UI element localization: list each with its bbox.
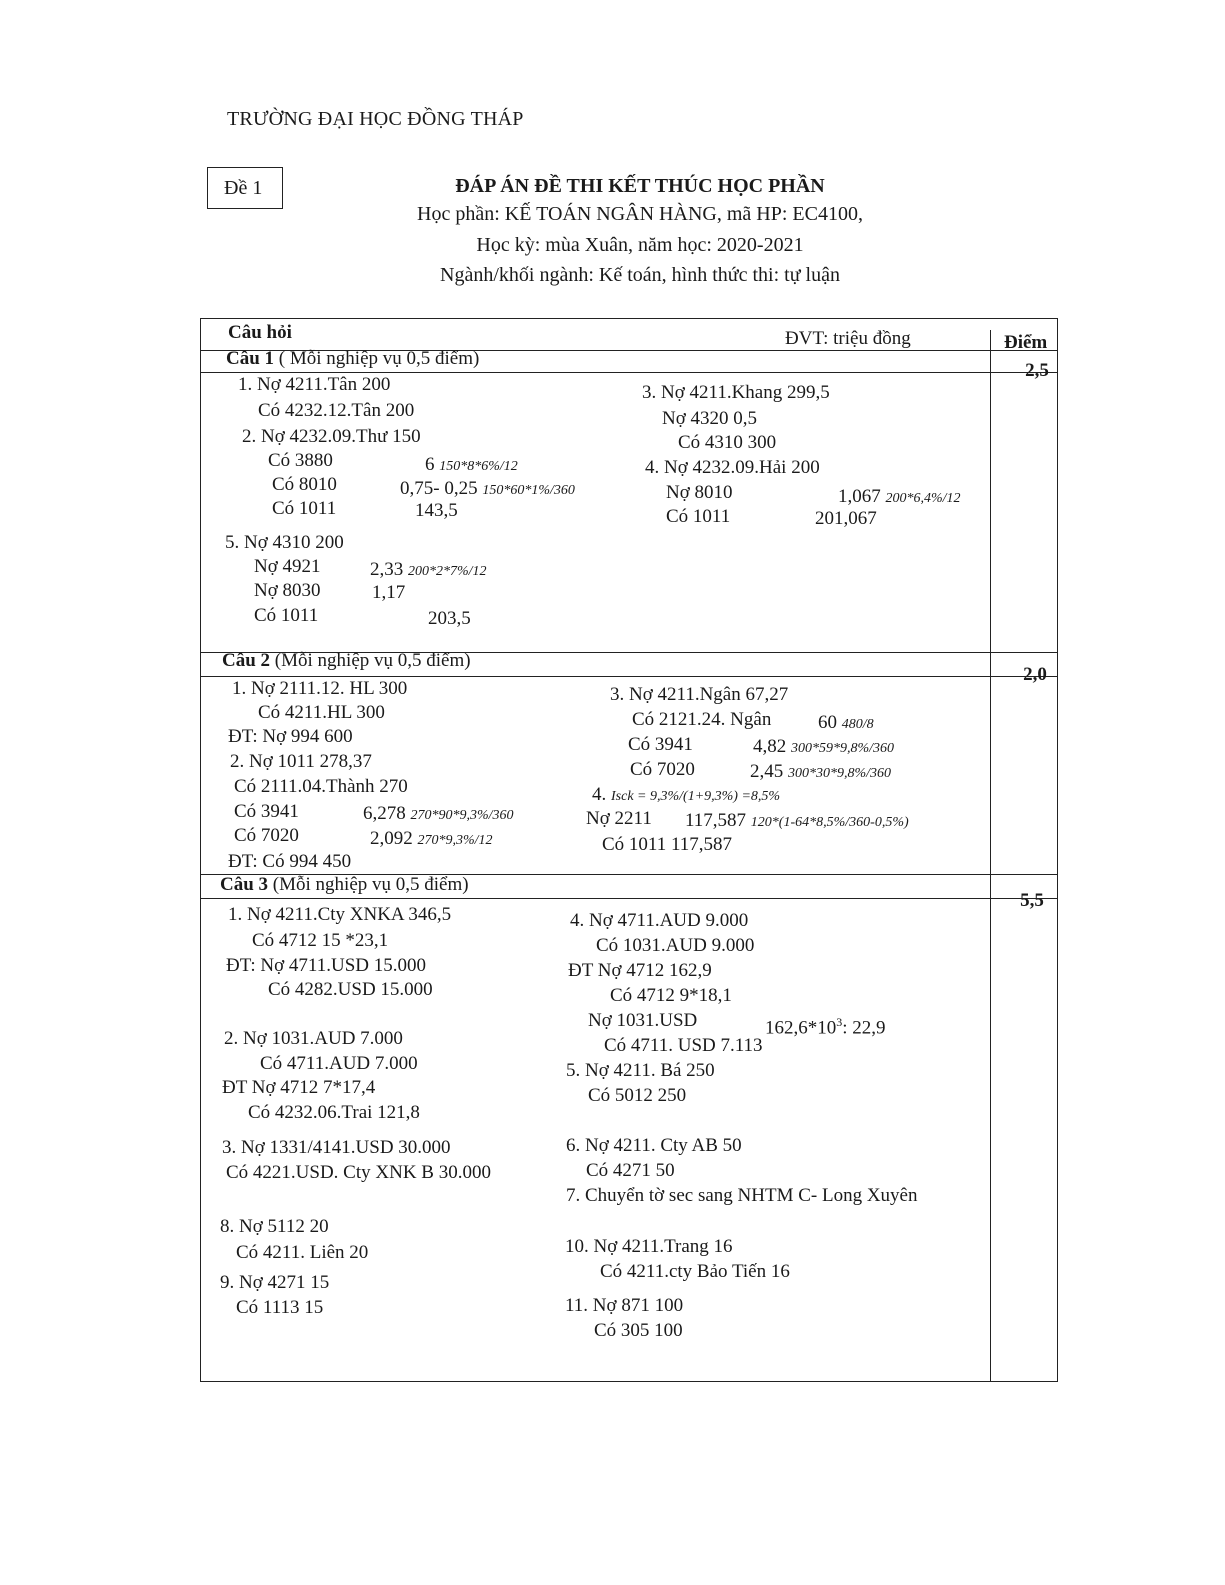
q2-item-number: 4. <box>592 784 607 805</box>
q1-amount: 2,33 <box>370 559 404 580</box>
q1-line: 3. Nợ 4211.Khang 299,5 <box>642 382 830 403</box>
q2-note: (Mỗi nghiệp vụ 0,5 điểm) <box>270 650 471 671</box>
q1-line: Có 1011 <box>254 605 319 626</box>
q2-line <box>370 826 493 853</box>
q3-line: ĐT: Nợ 4711.USD 15.000 <box>226 955 426 976</box>
q2-amount: 2,092 <box>370 828 413 849</box>
q1-heading <box>226 348 479 370</box>
document-title: ĐÁP ÁN ĐỀ THI KẾT THÚC HỌC PHẦN <box>455 175 825 197</box>
q1-formula: 150*60*1%/360 <box>482 483 575 498</box>
q3-note: (Mỗi nghiệp vụ 0,5 điểm) <box>268 874 469 895</box>
q2-line: Có 1011 117,587 <box>602 834 733 855</box>
q3-line: Có 5012 250 <box>588 1085 687 1106</box>
col-question-header: Câu hỏi <box>228 322 292 343</box>
q2-line: ĐT: Có 994 450 <box>228 851 352 872</box>
q2-amount: 6,278 <box>363 803 406 824</box>
q3-line: Có 4282.USD 15.000 <box>268 979 433 1000</box>
q2-line: 1. Nợ 2111.12. HL 300 <box>232 678 408 699</box>
q2-line: Có 7020 <box>234 825 299 846</box>
q3-line: Có 4712 9*18,1 <box>610 985 732 1006</box>
q3-heading <box>220 874 469 896</box>
q2-formula: 300*59*9,8%/360 <box>791 741 895 756</box>
q3-line: 1. Nợ 4211.Cty XNKA 346,5 <box>228 904 452 925</box>
q2-amount: 117,587 <box>685 810 747 831</box>
unit-label: ĐVT: triệu đồng <box>785 328 911 349</box>
q1-line: 203,5 <box>428 608 471 629</box>
q1-amount: 0,75- 0,25 <box>400 478 478 499</box>
q1-line: Nợ 8010 <box>666 482 733 503</box>
q3-line: 7. Chuyển tờ sec sang NHTM C- Long Xuyên <box>566 1185 918 1206</box>
q3-line <box>765 1010 886 1040</box>
q3-line: Có 4712 15 *23,1 <box>252 930 389 951</box>
score-column-divider <box>990 330 991 1382</box>
q2-line: Có 2121.24. Ngân <box>632 709 772 730</box>
q2-amount: 60 <box>818 712 837 733</box>
q3-line: Có 4211. Liên 20 <box>236 1242 369 1263</box>
q1-line: Nợ 4921 <box>254 556 321 577</box>
q1-note: ( Mỗi nghiệp vụ 0,5 điểm) <box>274 348 480 369</box>
q2-line: Có 3941 <box>628 734 693 755</box>
q3-rule <box>200 898 1058 899</box>
q3-line: 10. Nợ 4211.Trang 16 <box>565 1236 733 1257</box>
q1-line: Có 4310 300 <box>678 432 777 453</box>
q2-formula: 120*(1-64*8,5%/360-0,5%) <box>750 815 909 830</box>
q3-line: 4. Nợ 4711.AUD 9.000 <box>570 910 749 931</box>
q1-score: 2,5 <box>1025 360 1049 381</box>
q2-line <box>753 734 894 761</box>
q1-line <box>425 452 518 479</box>
q2-line <box>685 808 909 835</box>
q3-line: 11. Nợ 871 100 <box>565 1295 684 1316</box>
q1-amount: 1,067 <box>838 486 881 507</box>
q1-line: 5. Nợ 4310 200 <box>225 532 344 553</box>
q3-line: 2. Nợ 1031.AUD 7.000 <box>224 1028 403 1049</box>
q3-line: Có 4711. USD 7.113 <box>604 1035 763 1056</box>
q1-label: Câu 1 <box>226 348 275 369</box>
q1-line: Có 4232.12.Tân 200 <box>258 400 415 421</box>
q3-amount: 162,6*10 <box>765 1017 837 1039</box>
q1-line: 4. Nợ 4232.09.Hải 200 <box>645 457 820 478</box>
q1-amount: 6 <box>425 454 435 475</box>
q1-line: 2. Nợ 4232.09.Thư 150 <box>242 426 421 447</box>
q2-formula: 270*9,3%/12 <box>417 833 493 848</box>
q2-line: Có 3941 <box>234 801 299 822</box>
q1-line: Có 1011 <box>272 498 337 519</box>
q3-amount: : 22,9 <box>842 1017 886 1039</box>
q1-line: Có 3880 <box>268 450 333 471</box>
q3-line: 9. Nợ 4271 15 <box>220 1272 330 1293</box>
major-line: Ngành/khối ngành: Kế toán, hình thức thi: tự luận <box>440 264 840 286</box>
q3-label: Câu 3 <box>220 874 269 895</box>
q2-label: Câu 2 <box>222 650 271 671</box>
q3-line: Có 4711.AUD 7.000 <box>260 1053 418 1074</box>
q2-formula: 270*90*9,3%/360 <box>410 808 514 823</box>
q2-formula: 300*30*9,8%/360 <box>788 766 892 781</box>
q1-line: 143,5 <box>415 500 458 521</box>
q3-line: Có 1031.AUD 9.000 <box>596 935 755 956</box>
q2-formula: Isck = 9,3%/(1+9,3%) =8,5% <box>611 789 781 804</box>
q2-formula: 480/8 <box>841 717 874 732</box>
q3-line: Có 4271 50 <box>586 1160 675 1181</box>
q2-amount: 4,82 <box>753 736 787 757</box>
col-score-header: Điểm <box>1004 332 1048 353</box>
q3-exponent: 3 <box>836 1015 843 1029</box>
q2-line <box>363 801 514 828</box>
q2-line: ĐT: Nợ 994 600 <box>228 726 353 747</box>
exam-code-box: Đề 1 <box>207 167 283 209</box>
q1-line: Nợ 4320 0,5 <box>662 408 758 429</box>
q3-line: Có 1113 15 <box>236 1297 324 1318</box>
q3-line: ĐT Nợ 4712 162,9 <box>568 960 712 981</box>
q1-line: 201,067 <box>815 508 877 529</box>
q1-line: 1,17 <box>372 582 406 603</box>
q2-amount: 2,45 <box>750 761 784 782</box>
q3-line: Có 305 100 <box>594 1320 683 1341</box>
q1-line: Nợ 8030 <box>254 580 321 601</box>
q1-formula: 200*6,4%/12 <box>885 491 961 506</box>
q2-line: 3. Nợ 4211.Ngân 67,27 <box>610 684 789 705</box>
q3-line: Có 4232.06.Trai 121,8 <box>248 1102 420 1123</box>
term-line: Học kỳ: mùa Xuân, năm học: 2020-2021 <box>476 234 804 256</box>
q2-line: 2. Nợ 1011 278,37 <box>230 751 372 772</box>
q2-score: 2,0 <box>1023 664 1047 685</box>
q2-line: Có 4211.HL 300 <box>258 702 385 723</box>
q3-line: 8. Nợ 5112 20 <box>220 1216 329 1237</box>
school-name: TRƯỜNG ĐẠI HỌC ĐỒNG THÁP <box>227 108 524 130</box>
q2-line <box>818 710 874 737</box>
q1-line: Có 8010 <box>272 474 337 495</box>
course-line: Học phần: KẾ TOÁN NGÂN HÀNG, mã HP: EC4100, <box>417 203 863 225</box>
q1-line: 1. Nợ 4211.Tân 200 <box>238 374 391 395</box>
q3-line: 6. Nợ 4211. Cty AB 50 <box>566 1135 742 1156</box>
q3-line: ĐT Nợ 4712 7*17,4 <box>222 1077 376 1098</box>
q3-line: Nợ 1031.USD <box>588 1010 698 1031</box>
q3-line: 5. Nợ 4211. Bá 250 <box>566 1060 715 1081</box>
q3-line: Có 4221.USD. Cty XNK B 30.000 <box>226 1162 491 1183</box>
q2-line: Có 7020 <box>630 759 695 780</box>
q2-line: Nợ 2211 <box>586 808 652 829</box>
q2-line <box>592 782 780 809</box>
q1-line: Có 1011 <box>666 506 731 527</box>
q1-formula: 150*8*6%/12 <box>439 459 518 474</box>
q2-line: Có 2111.04.Thành 270 <box>234 776 408 797</box>
q3-line: 3. Nợ 1331/4141.USD 30.000 <box>222 1137 451 1158</box>
q2-heading <box>222 650 471 672</box>
q3-score: 5,5 <box>1020 890 1044 911</box>
q3-line: Có 4211.cty Bảo Tiến 16 <box>600 1261 790 1282</box>
q1-formula: 200*2*7%/12 <box>408 564 487 579</box>
